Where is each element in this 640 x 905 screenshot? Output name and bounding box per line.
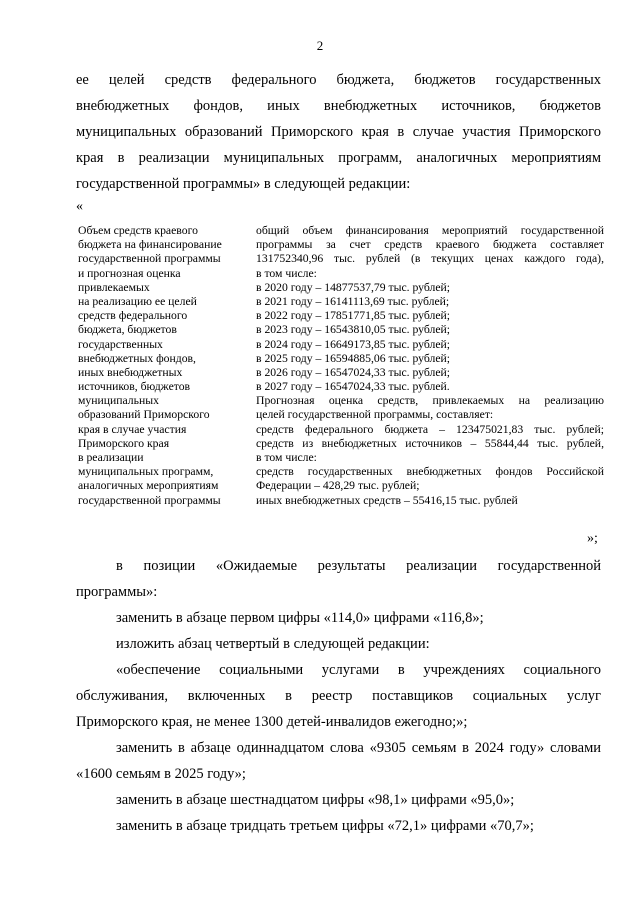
text-line: заменить в абзаце тридцать третьем цифры «72,1» цифрами «70,7»;	[116, 818, 534, 834]
table-right-line: в 2020 году – 14877537,79 тыс. рублей;	[256, 280, 451, 294]
text-line: программы»:	[76, 584, 158, 600]
text-line: внебюджетных фондов, иных внебюджетных источников, бюджетов	[76, 98, 601, 114]
page-number: 2	[316, 38, 324, 53]
table-left-line: бюджета на финансирование	[78, 238, 222, 252]
table-right-line: Прогнозная оценка средств, привлекаемых на реализацию	[256, 394, 604, 408]
position-paragraph	[76, 553, 601, 605]
table-right-line: в том числе:	[256, 266, 317, 280]
table-right-line: средств государственных внебюджетных фондов Российской	[256, 465, 604, 479]
table-right-line: средств из внебюджетных источников – 55844,44 тыс. рублей,	[256, 436, 604, 450]
table-right-line: в 2024 году – 16649173,85 тыс. рублей;	[256, 337, 451, 351]
table-right-line: средств федерального бюджета – 123475021,83 тыс. рублей;	[256, 422, 604, 436]
opening-quote: «	[76, 199, 83, 214]
table-left-line: образований Приморского	[78, 408, 210, 422]
table-left-line: в реализации	[78, 451, 144, 464]
item-paragraph	[76, 787, 601, 813]
text-line: Приморского края, не менее 1300 детей-инвалидов ежегодно;»;	[76, 714, 468, 730]
table-right-line: в том числе:	[256, 451, 317, 464]
table-left-line: на реализацию ее целей	[78, 294, 197, 308]
item-paragraph	[76, 735, 601, 787]
table-left-line: Приморского края	[78, 436, 170, 450]
text-line: ее целей средств федерального бюджета, бюджетов государственных	[76, 72, 601, 88]
table-right-line: 131752340,96 тыс. рублей (в текущих ценах каждого года),	[256, 252, 604, 266]
closing-quote: »;	[587, 531, 598, 546]
table-right-line: в 2021 году – 16141113,69 тыс. рублей;	[256, 294, 450, 308]
table-left-line: иных внебюджетных	[78, 365, 183, 379]
table-left-line: муниципальных программ,	[78, 465, 214, 479]
table-right-line: Федерации – 428,29 тыс. рублей;	[256, 479, 420, 493]
item-paragraph	[76, 605, 601, 631]
table-left-line: края в случае участия	[78, 422, 187, 436]
text-line: края в реализации муниципальных программ, аналогичных мероприятиям	[76, 150, 601, 166]
table-left-line: государственной программы	[78, 252, 221, 266]
table-left-line: муниципальных	[78, 394, 159, 408]
table-right-line: в 2026 году – 16547024,33 тыс. рублей;	[256, 365, 451, 379]
text-line: заменить в абзаце первом цифры «114,0» цифрами «116,8»;	[116, 610, 484, 626]
text-line: обслуживания, включенных в реестр поставщиков социальных услуг	[76, 688, 601, 704]
text-line: «обеспечение социальными услугами в учреждениях социального	[116, 662, 601, 678]
table-right-line: в 2027 году – 16547024,33 тыс. рублей.	[256, 380, 450, 394]
item-paragraph	[76, 631, 601, 657]
table-right-column	[256, 224, 604, 508]
table-left-line: государственных	[78, 337, 163, 351]
text-line: «1600 семьям в 2025 году»;	[76, 766, 246, 782]
text-line: в позиции «Ожидаемые результаты реализации государственной	[116, 558, 601, 574]
table-left-line: внебюджетных фондов,	[78, 351, 196, 365]
table-left-column	[78, 224, 248, 508]
text-line: муниципальных образований Приморского края в случае участия Приморского	[76, 124, 601, 140]
table-left-line: государственной программы	[78, 493, 221, 507]
table-left-line: и прогнозная оценка	[78, 266, 181, 280]
table-right-line: программы за счет средств краевого бюджета составляет	[256, 238, 604, 252]
table-left-line: привлекаемых	[78, 280, 150, 294]
quoted-paragraph	[76, 657, 601, 735]
text-line: заменить в абзаце одиннадцатом слова «9305 семьям в 2024 году» словами	[116, 740, 601, 756]
text-line: заменить в абзаце шестнадцатом цифры «98,1» цифрами «95,0»;	[116, 792, 515, 808]
table-right-line: в 2025 году – 16594885,06 тыс. рублей;	[256, 351, 451, 365]
text-line: изложить абзац четвертый в следующей редакции:	[116, 636, 430, 652]
intro-paragraph	[76, 67, 601, 197]
table-left-line: Объем средств краевого	[78, 224, 198, 237]
item-paragraph	[76, 813, 601, 839]
table-right-line: в 2022 году – 17851771,85 тыс. рублей;	[256, 309, 451, 323]
table-right-line: иных внебюджетных средств – 55416,15 тыс. рублей	[256, 493, 518, 507]
table-left-line: источников, бюджетов	[78, 380, 191, 394]
text-line: государственной программы» в следующей редакции:	[76, 176, 411, 192]
table-left-line: средств федерального	[78, 309, 188, 323]
table-right-line: общий объем финансирования мероприятий государственной	[256, 224, 604, 237]
table-left-line: бюджета, бюджетов	[78, 323, 177, 337]
table-right-line: целей государственной программы, составляет:	[256, 408, 494, 422]
table-right-line: в 2023 году – 16543810,05 тыс. рублей;	[256, 323, 451, 337]
table-left-line: аналогичных мероприятиям	[78, 479, 219, 493]
